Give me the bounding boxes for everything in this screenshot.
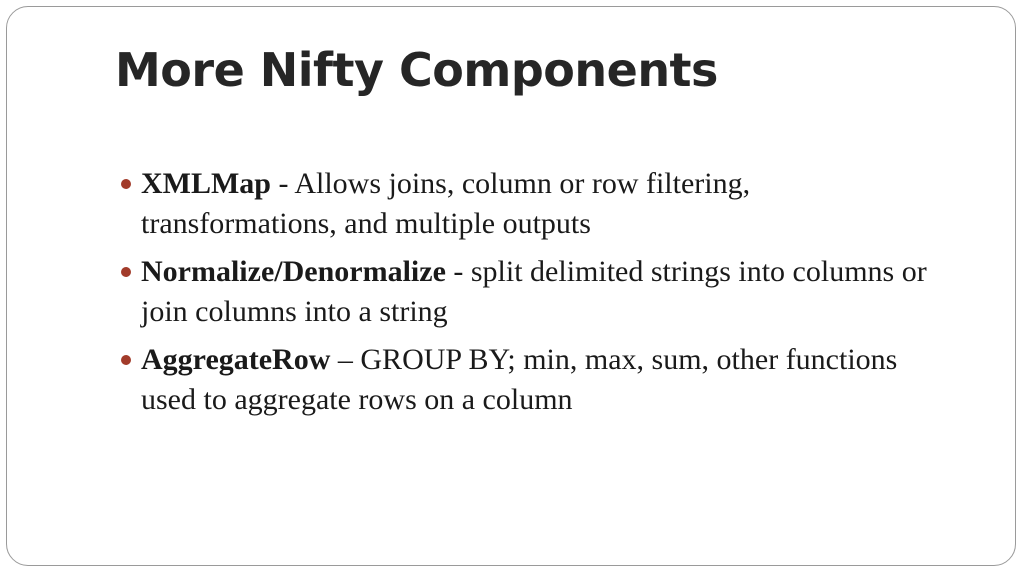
bullet-term: AggregateRow [141,343,331,376]
bullet-text: - split delimited strings into columns or join columns into a string [141,255,927,328]
bullet-dot-icon [121,267,131,277]
bullet-item [119,252,939,332]
bullet-item [119,340,939,420]
bullet-dot-icon [121,179,131,189]
bullet-term: XMLMap [141,167,271,200]
bullet-text: - Allows joins, column or row filtering, transformations, and multiple outputs [141,167,751,240]
bullet-text: – GROUP BY; min, max, sum, other functions used to aggregate rows on a column [141,343,898,416]
bullet-list [119,164,939,428]
bullet-item [119,164,939,244]
bullet-dot-icon [121,355,131,365]
slide [6,6,1016,566]
slide-title: More Nifty Components [115,43,718,97]
bullet-term: Normalize/Denormalize [141,255,446,288]
